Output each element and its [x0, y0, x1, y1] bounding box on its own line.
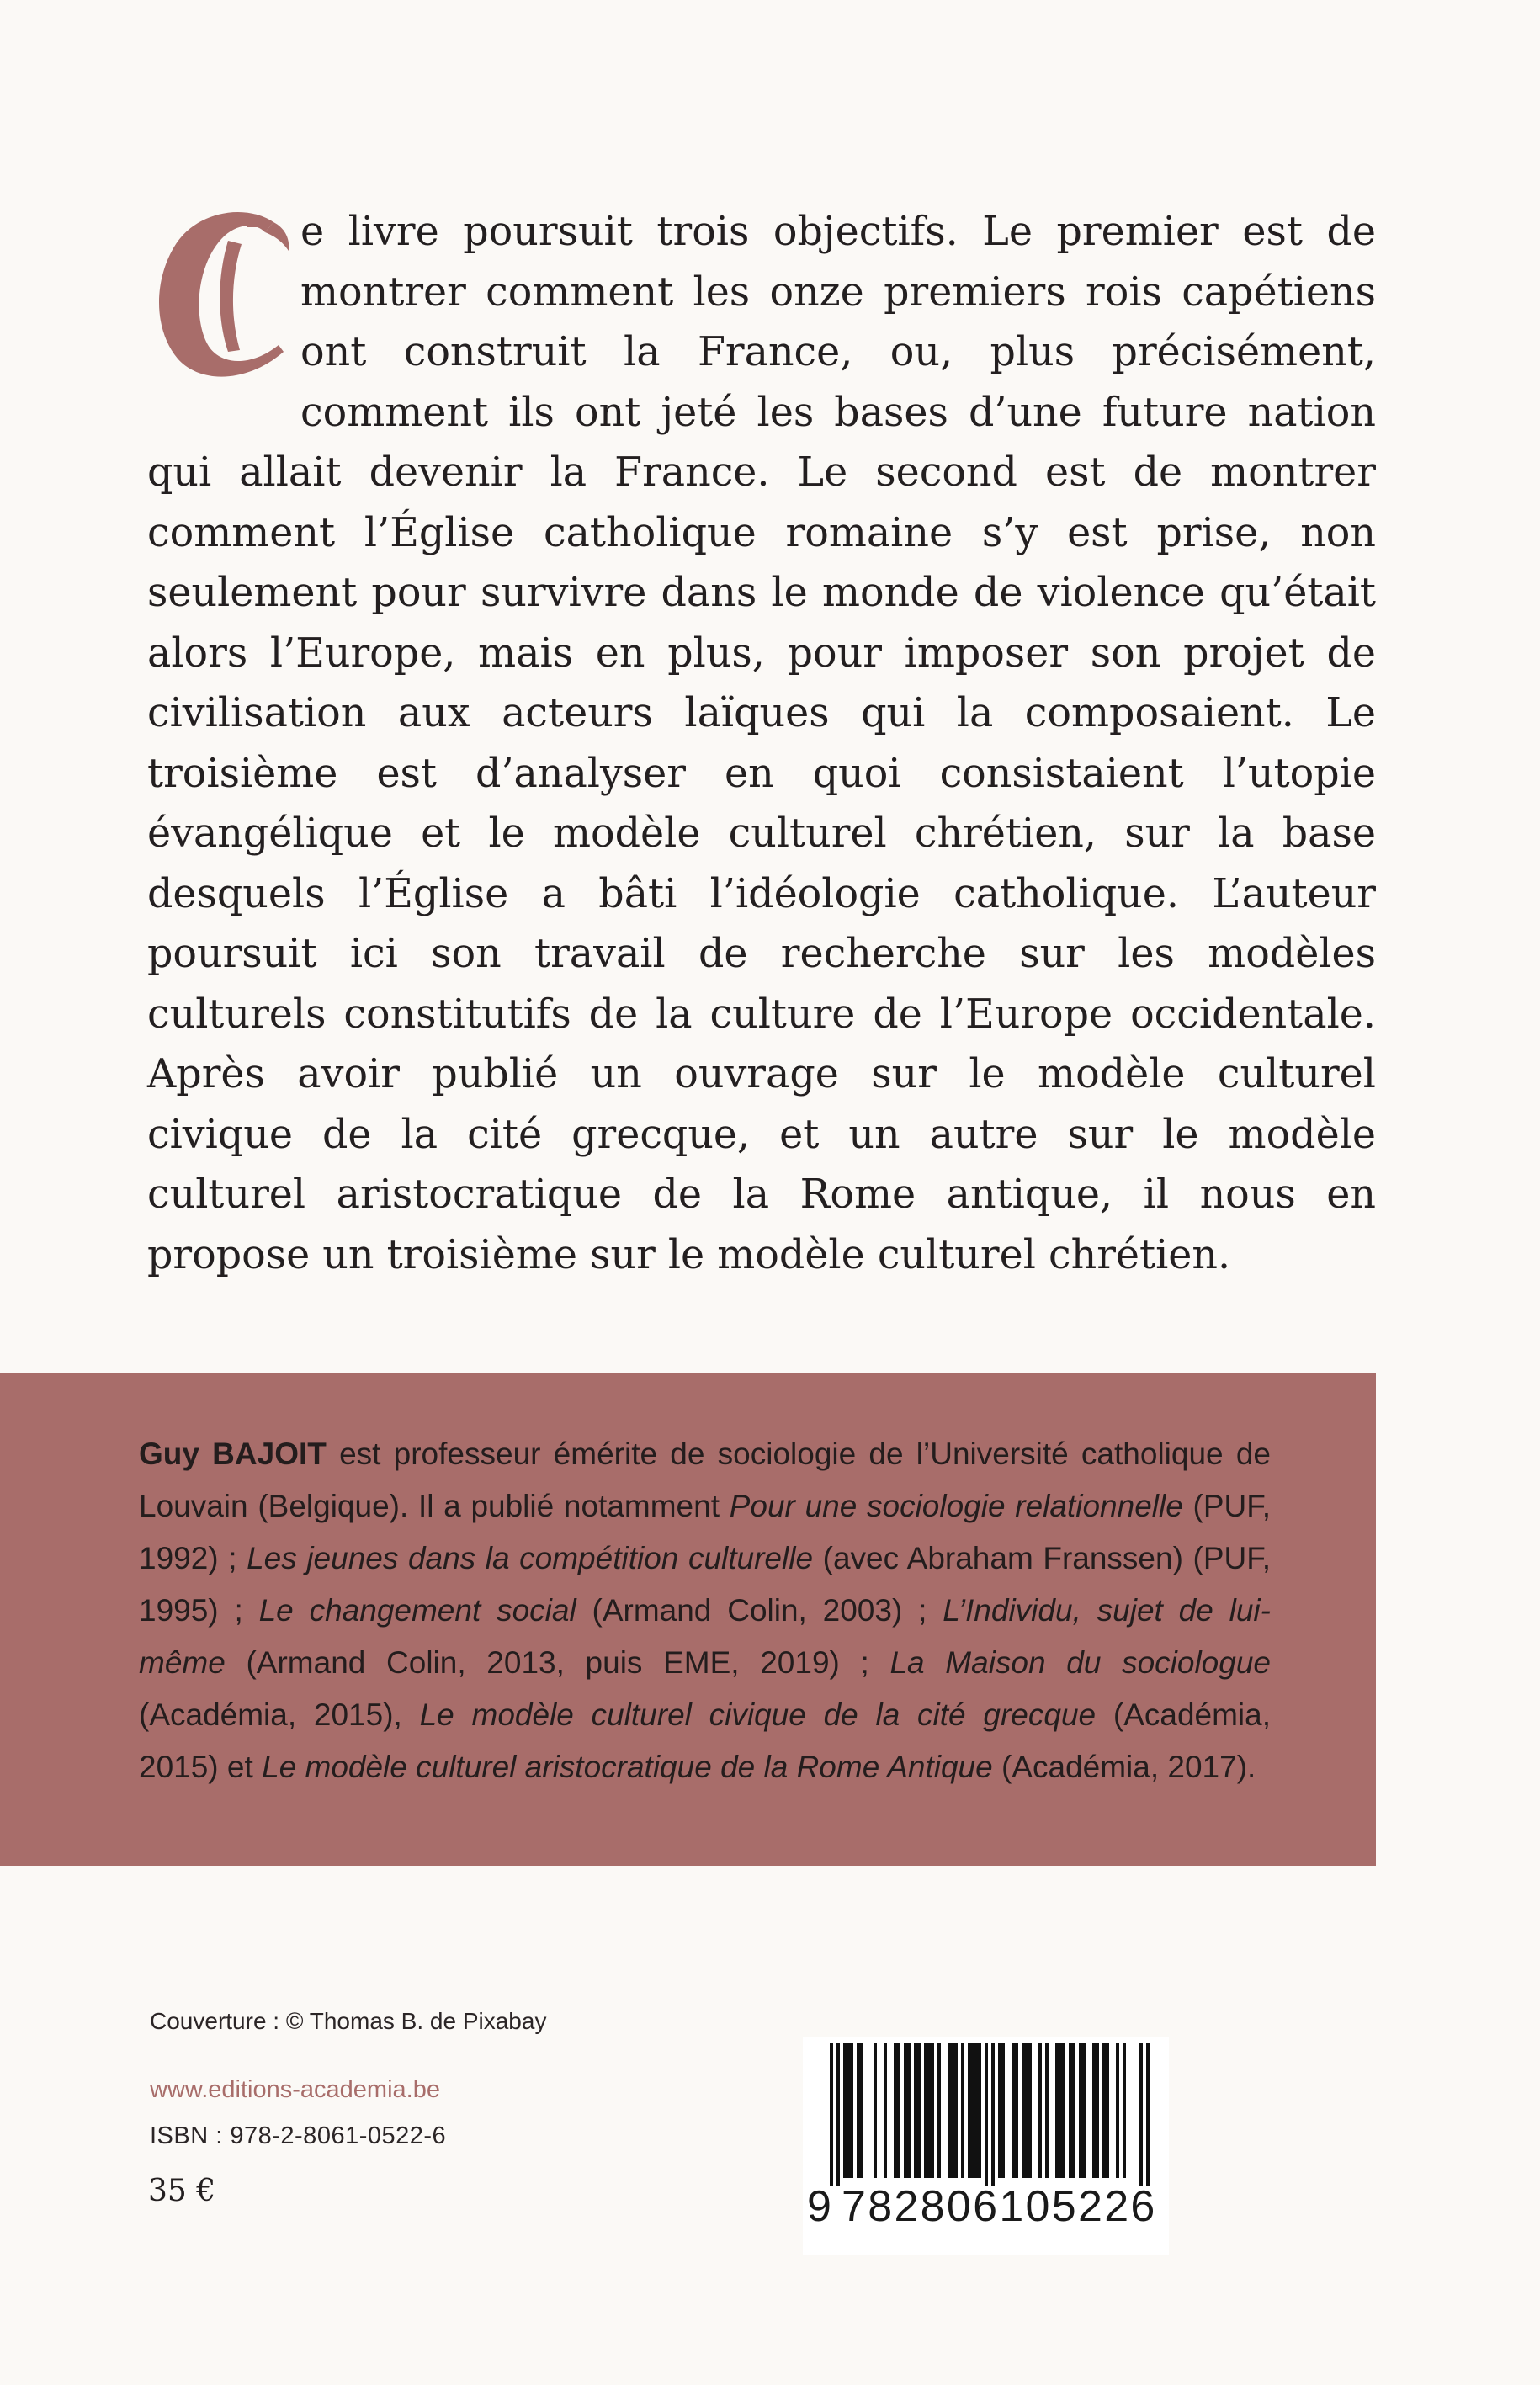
- bio-text: (Académia, 2015) et: [139, 1697, 1272, 1784]
- barcode-bar: [954, 2043, 958, 2178]
- barcode-bar: [931, 2043, 934, 2178]
- author-name: Guy BAJOIT: [139, 1437, 327, 1471]
- book-title: Le modèle culturel civique de la cité grecque: [419, 1697, 1097, 1732]
- bio-text: (Académia, 2015),: [139, 1697, 420, 1732]
- barcode-number: 782806105226: [842, 2182, 1157, 2231]
- bio-text: (Armand Colin, 2003) ;: [576, 1593, 943, 1628]
- barcode-bar: [961, 2043, 964, 2178]
- barcode-bar: [1139, 2043, 1143, 2186]
- book-title: Les jeunes dans la compétition culturelle: [247, 1541, 814, 1575]
- barcode-bar: [894, 2043, 897, 2178]
- barcode-bar: [1012, 2043, 1015, 2178]
- barcode-bar: [857, 2043, 860, 2178]
- barcode-bar: [904, 2043, 907, 2178]
- barcode-bar: [1082, 2043, 1086, 2178]
- barcode-bar: [951, 2043, 954, 2178]
- isbn: ISBN : 978-2-8061-0522-6: [150, 2122, 447, 2149]
- barcode-bar: [850, 2043, 853, 2178]
- barcode-bar: [1069, 2043, 1072, 2178]
- barcode-bar: [1045, 2043, 1049, 2178]
- book-title: L’Individu, sujet de lui-même: [139, 1593, 1271, 1680]
- barcode-bar: [917, 2043, 921, 2178]
- barcode-bar: [1079, 2043, 1082, 2178]
- barcode-bar: [1146, 2043, 1150, 2186]
- barcode-bar: [937, 2043, 941, 2178]
- barcode-bar: [998, 2043, 1001, 2178]
- barcode-bar: [971, 2043, 974, 2178]
- barcode-bar: [884, 2043, 887, 2178]
- barcode-bar: [907, 2043, 911, 2178]
- barcode-bar: [1102, 2043, 1106, 2178]
- barcode-bar: [974, 2043, 978, 2178]
- barcode-first-digit: 9: [807, 2182, 832, 2231]
- barcode-bar: [1116, 2043, 1119, 2178]
- barcode-bar: [914, 2043, 917, 2178]
- barcode-bar: [843, 2043, 847, 2178]
- barcode-bar: [1106, 2043, 1109, 2178]
- barcode-bar: [948, 2043, 951, 2178]
- barcode-bar: [1062, 2043, 1065, 2178]
- bio-text: (Armand Colin, 2013, puis EME, 2019) ;: [225, 1645, 890, 1680]
- barcode-bar: [860, 2043, 863, 2178]
- barcode-bar: [985, 2043, 988, 2186]
- barcode-bars: [803, 2037, 1169, 2186]
- barcode-bar: [1001, 2043, 1005, 2178]
- barcode-bar: [1022, 2043, 1025, 2178]
- barcode-bar: [1055, 2043, 1059, 2178]
- barcode-bar: [830, 2043, 833, 2186]
- barcode-bar: [1038, 2043, 1042, 2178]
- barcode-bar: [1028, 2043, 1032, 2178]
- dropcap-c: [147, 207, 300, 384]
- barcode-bar: [847, 2043, 850, 2178]
- barcode-bar: [836, 2043, 840, 2186]
- barcode-bar: [1096, 2043, 1099, 2178]
- barcode-bar: [924, 2043, 927, 2178]
- barcode-bar: [897, 2043, 900, 2178]
- book-title: Le changement social: [258, 1593, 576, 1628]
- bio-text: (Académia, 2017).: [992, 1750, 1256, 1784]
- book-title: Pour une sociologie relationnelle: [729, 1489, 1183, 1523]
- barcode-bar: [927, 2043, 931, 2178]
- barcode-bar: [991, 2043, 995, 2186]
- barcode: [803, 2037, 1169, 2255]
- barcode-bar: [1072, 2043, 1075, 2178]
- bio-text: (PUF, 1992) ;: [139, 1489, 1272, 1575]
- bio-text: est professeur émérite de sociologie de l’Université catholique de Louvain (Belgique). Il a publié notamment: [139, 1437, 1271, 1523]
- barcode-digits: [803, 2181, 1169, 2240]
- barcode-bar: [968, 2043, 971, 2178]
- barcode-bar: [1025, 2043, 1028, 2178]
- book-title: Le modèle culturel aristocratique de la Rome Antique: [262, 1750, 993, 1784]
- author-bio-band: [0, 1373, 1376, 1866]
- barcode-bar: [874, 2043, 877, 2178]
- author-bio: [139, 1428, 1271, 1793]
- back-cover-blurb: [147, 202, 1376, 1285]
- bio-text: (avec Abraham Franssen) (PUF, 1995) ;: [139, 1541, 1271, 1628]
- publisher-website[interactable]: www.editions-academia.be: [150, 2076, 440, 2103]
- blurb-text: e livre poursuit trois objectifs. Le premier est de montrer comment les onze premiers rois capétiens ont construit la France, ou, plus précisément, comment ils ont jeté les bases d’une future nation qui allait devenir la France. Le second est de montrer comment l’Église catholique romaine s’y est prise, non seulement pour survivre dans le monde de violence qu’était alors l’Europe, mais en plus, pour imposer son projet de civilisation aux acteurs laïques qui la composaient. Le troisième est d’analyser en quoi consistaient l’utopie évangélique et le modèle culturel chrétien, sur la base desquels l’Église a bâti l’idéologie catholique. L’auteur poursuit ici son travail de recherche sur les modèles culturels constitutifs de la culture de l’Europe occidentale. Après avoir publié un ouvrage sur le modèle culturel civique de la cité grecque, et un autre sur le modèle culturel aristocratique de la Rome antique, il nous en propose un troisième sur le modèle culturel chrétien.: [147, 209, 1376, 1278]
- barcode-bar: [978, 2043, 981, 2178]
- price: 35 €: [148, 2174, 216, 2208]
- barcode-bar: [1059, 2043, 1062, 2178]
- cover-credit: Couverture : © Thomas B. de Pixabay: [150, 2008, 547, 2034]
- barcode-bar: [1015, 2043, 1018, 2178]
- book-title: La Maison du sociologue: [889, 1645, 1271, 1680]
- barcode-bar: [1092, 2043, 1096, 2178]
- barcode-bar: [1123, 2043, 1126, 2178]
